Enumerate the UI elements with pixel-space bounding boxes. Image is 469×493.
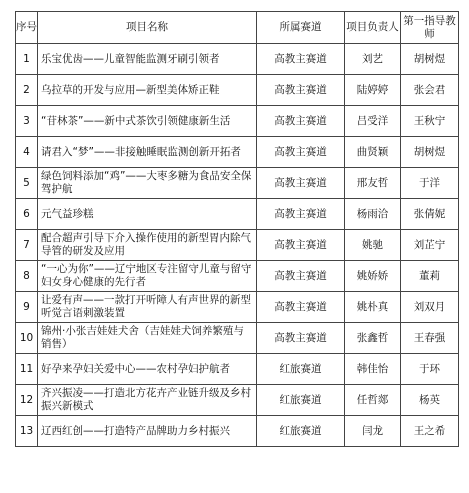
- cell-name: 配合超声引导下介入操作使用的新型胃内除气导管的研发及应用: [38, 230, 257, 261]
- cell-name: 乌拉草的开发与应用—新型美体矫正鞋: [38, 75, 257, 106]
- cell-tutor: 王春强: [401, 323, 459, 354]
- header-track: 所属赛道: [257, 12, 345, 44]
- table-row: [16, 323, 459, 354]
- cell-no: 2: [16, 75, 38, 106]
- table-header: [16, 12, 459, 44]
- cell-lead: 韩佳怡: [345, 354, 401, 385]
- cell-name: 请君入“梦”——非接触睡眠监测创新开拓者: [38, 137, 257, 168]
- cell-track: 高教主赛道: [257, 261, 345, 292]
- cell-tutor: 胡树煜: [401, 137, 459, 168]
- cell-no: 8: [16, 261, 38, 292]
- cell-tutor: 董莉: [401, 261, 459, 292]
- cell-name: 让爱有声——一款打开听障人有声世界的新型听觉言语刺激装置: [38, 292, 257, 323]
- cell-lead: 刘艺: [345, 44, 401, 75]
- header-no: 序号: [16, 12, 38, 44]
- cell-lead: 杨雨洽: [345, 199, 401, 230]
- cell-no: 10: [16, 323, 38, 354]
- cell-lead: 闫龙: [345, 416, 401, 447]
- cell-lead: 姚驰: [345, 230, 401, 261]
- cell-lead: 姚朴真: [345, 292, 401, 323]
- cell-track: 高教主赛道: [257, 75, 345, 106]
- table-row: [16, 292, 459, 323]
- cell-track: 高教主赛道: [257, 292, 345, 323]
- cell-tutor: 王秋宁: [401, 106, 459, 137]
- cell-lead: 任哲郯: [345, 385, 401, 416]
- cell-no: 13: [16, 416, 38, 447]
- table-body: [16, 44, 459, 447]
- cell-no: 9: [16, 292, 38, 323]
- cell-tutor: 胡树煜: [401, 44, 459, 75]
- cell-no: 11: [16, 354, 38, 385]
- table-row: [16, 199, 459, 230]
- cell-tutor: 王之希: [401, 416, 459, 447]
- cell-name: 乐宝优齿——儿童智能监测牙刷引领者: [38, 44, 257, 75]
- table-row: [16, 416, 459, 447]
- cell-name: 元气益珍糕: [38, 199, 257, 230]
- cell-track: 红旅赛道: [257, 416, 345, 447]
- cell-tutor: 于洋: [401, 168, 459, 199]
- cell-name: 绿色饲料添加“鸡”——大枣多糖为食品安全保驾护航: [38, 168, 257, 199]
- cell-track: 高教主赛道: [257, 106, 345, 137]
- table-row: [16, 75, 459, 106]
- cell-no: 12: [16, 385, 38, 416]
- cell-no: 6: [16, 199, 38, 230]
- table-row: [16, 230, 459, 261]
- cell-track: 高教主赛道: [257, 137, 345, 168]
- cell-lead: 陆婷婷: [345, 75, 401, 106]
- cell-track: 高教主赛道: [257, 44, 345, 75]
- cell-tutor: 刘芷宁: [401, 230, 459, 261]
- cell-name: “苷林茶”——新中式茶饮引领健康新生活: [38, 106, 257, 137]
- cell-track: 红旅赛道: [257, 385, 345, 416]
- cell-tutor: 张会君: [401, 75, 459, 106]
- cell-tutor: 杨英: [401, 385, 459, 416]
- cell-name: 好孕来孕妇关爱中心——农村孕妇护航者: [38, 354, 257, 385]
- header-row: [16, 12, 459, 44]
- cell-track: 高教主赛道: [257, 168, 345, 199]
- cell-name: 辽西红创——打造特产品牌助力乡村振兴: [38, 416, 257, 447]
- header-tutor: 第一指导教师: [401, 12, 459, 44]
- cell-no: 7: [16, 230, 38, 261]
- header-lead: 项目负责人: [345, 12, 401, 44]
- table-row: [16, 354, 459, 385]
- table-row: [16, 385, 459, 416]
- cell-no: 3: [16, 106, 38, 137]
- header-name: 项目名称: [38, 12, 257, 44]
- cell-lead: 张鑫哲: [345, 323, 401, 354]
- cell-no: 1: [16, 44, 38, 75]
- cell-name: 齐兴振凌——打造北方花卉产业链升级及乡村振兴新模式: [38, 385, 257, 416]
- cell-name: 锦州·小张吉娃娃犬舍（吉娃娃犬饲养繁殖与销售）: [38, 323, 257, 354]
- table-row: [16, 137, 459, 168]
- table-row: [16, 106, 459, 137]
- cell-lead: 邢友哲: [345, 168, 401, 199]
- cell-tutor: 刘双月: [401, 292, 459, 323]
- cell-name: “一心为你”——辽宁地区专注留守儿童与留守妇女身心健康的先行者: [38, 261, 257, 292]
- cell-no: 4: [16, 137, 38, 168]
- cell-lead: 吕受洋: [345, 106, 401, 137]
- cell-track: 高教主赛道: [257, 230, 345, 261]
- cell-lead: 曲贤颖: [345, 137, 401, 168]
- cell-track: 红旅赛道: [257, 354, 345, 385]
- cell-track: 高教主赛道: [257, 323, 345, 354]
- cell-track: 高教主赛道: [257, 199, 345, 230]
- cell-tutor: 于环: [401, 354, 459, 385]
- table-row: [16, 168, 459, 199]
- project-table: [15, 11, 459, 447]
- cell-tutor: 张倩妮: [401, 199, 459, 230]
- cell-lead: 姚娇娇: [345, 261, 401, 292]
- table-row: [16, 44, 459, 75]
- table-row: [16, 261, 459, 292]
- cell-no: 5: [16, 168, 38, 199]
